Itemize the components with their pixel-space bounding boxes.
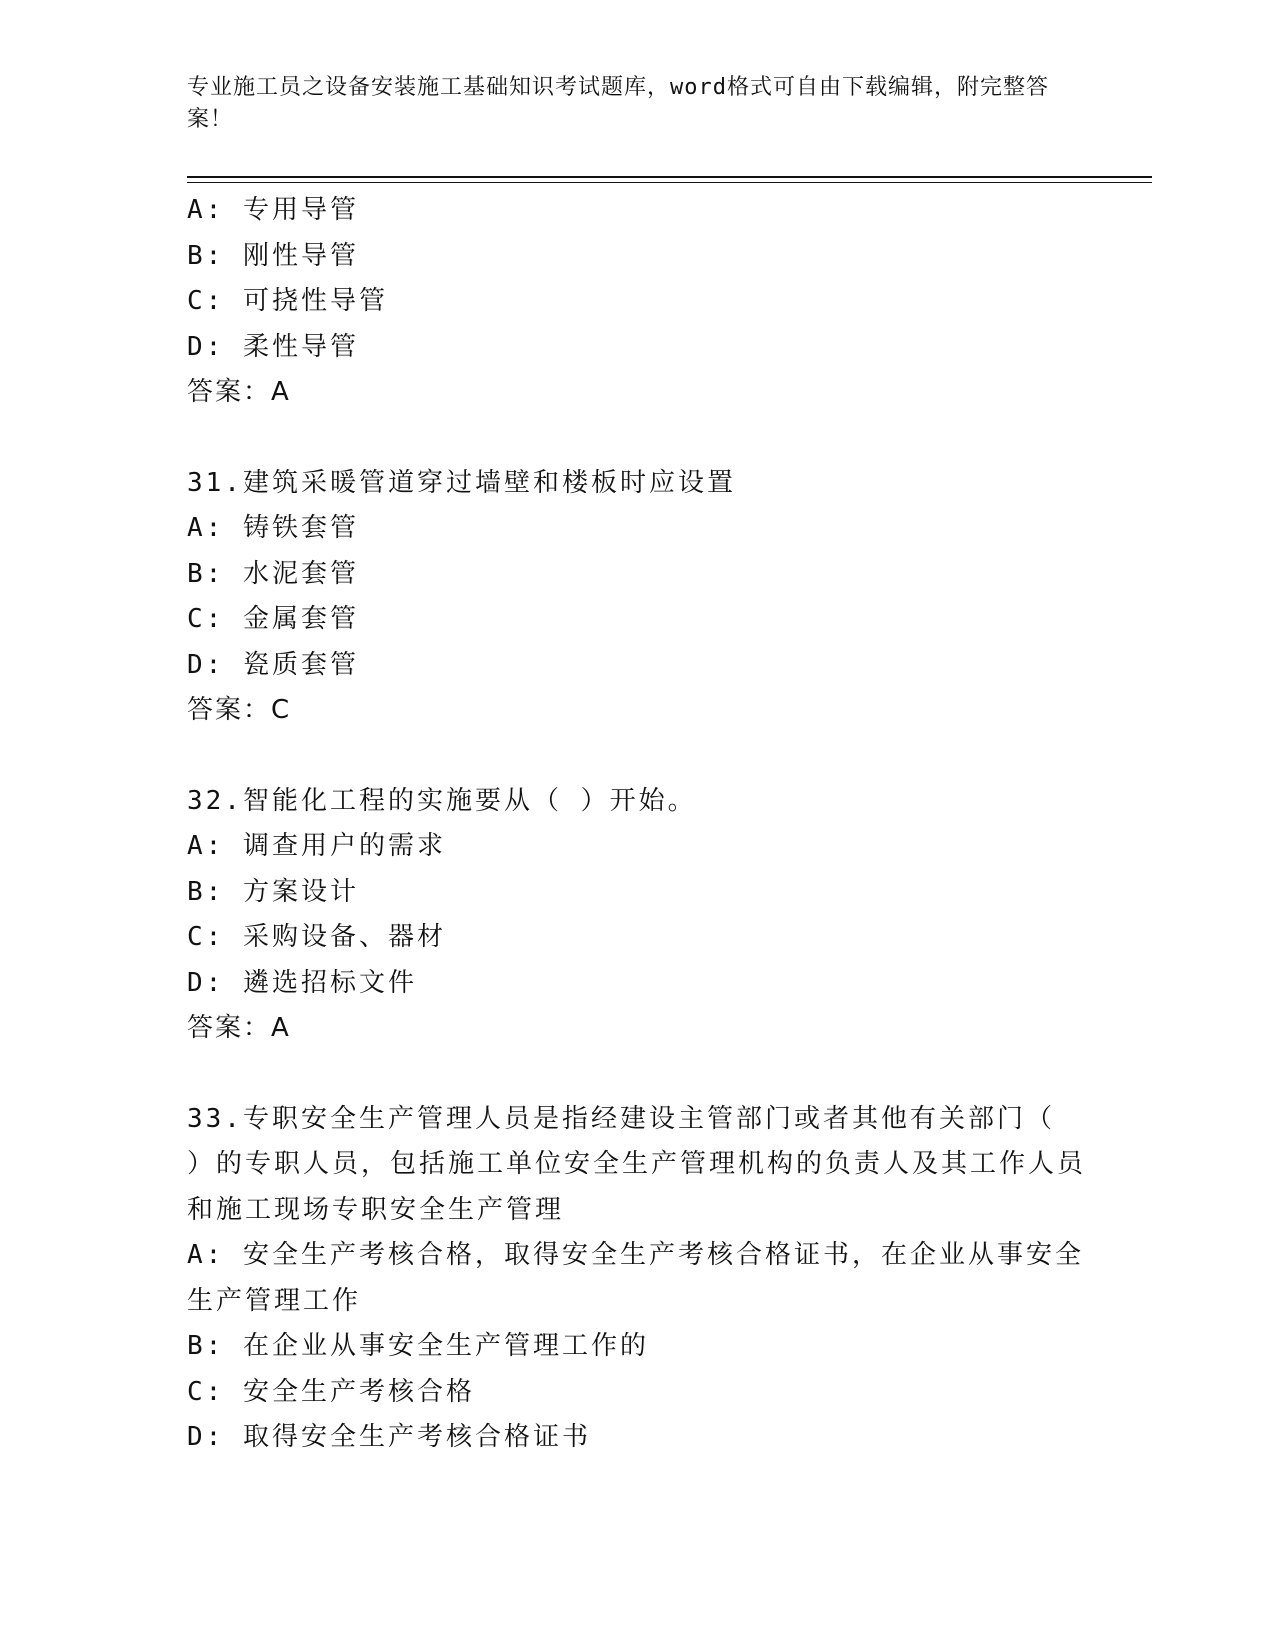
option-c: C: 采购设备、器材	[187, 922, 446, 952]
option-c: C: 金属套管	[187, 604, 359, 634]
answer-line: 答案：A	[187, 1013, 291, 1043]
spacer	[187, 1052, 1087, 1097]
question-block	[187, 461, 1087, 734]
header-divider-thin	[187, 182, 1152, 183]
option-d: D: 遴选招标文件	[187, 967, 417, 998]
option-d: D: 取得安全生产考核合格证书	[187, 1422, 591, 1452]
option-b: B: 在企业从事安全生产管理工作的	[187, 1331, 649, 1361]
option-a: A: 安全生产考核合格，取得安全生产考核合格证书，在企业从事安全生产管理工作	[187, 1240, 1084, 1316]
question-block	[187, 188, 1087, 416]
question-stem: 32.智能化工程的实施要从（ ）开始。	[187, 785, 697, 816]
question-block	[187, 779, 1087, 1052]
option-c: C: 可挠性导管	[187, 286, 388, 316]
answer-line: 答案：A	[187, 377, 291, 407]
option-a: A: 调查用户的需求	[187, 831, 446, 861]
option-d: D: 瓷质套管	[187, 649, 359, 680]
option-d: D: 柔性导管	[187, 331, 359, 362]
question-stem: 33.专职安全生产管理人员是指经建设主管部门或者其他有关部门（ ）的专职人员，包括施工单位安全生产管理机构的负责人及其工作人员和施工现场专职安全生产管理	[187, 1103, 1087, 1225]
option-c: C: 安全生产考核合格	[187, 1376, 475, 1407]
spacer	[187, 734, 1087, 779]
option-b: B: 方案设计	[187, 876, 359, 907]
answer-line: 答案：C	[187, 695, 292, 725]
option-a: A: 铸铁套管	[187, 513, 359, 543]
header-divider-thick	[187, 176, 1152, 178]
header-title: 专业施工员之设备安装施工基础知识考试题库，word格式可自由下载编辑，附完整答案！	[187, 75, 1049, 132]
spacer	[187, 416, 1087, 461]
option-a: A: 专用导管	[187, 195, 359, 225]
question-stem: 31.建筑采暖管道穿过墙壁和楼板时应设置	[187, 467, 736, 498]
option-b: B: 水泥套管	[187, 558, 359, 589]
option-b: B: 刚性导管	[187, 240, 359, 271]
question-list	[187, 188, 1087, 1461]
question-block	[187, 1097, 1087, 1461]
